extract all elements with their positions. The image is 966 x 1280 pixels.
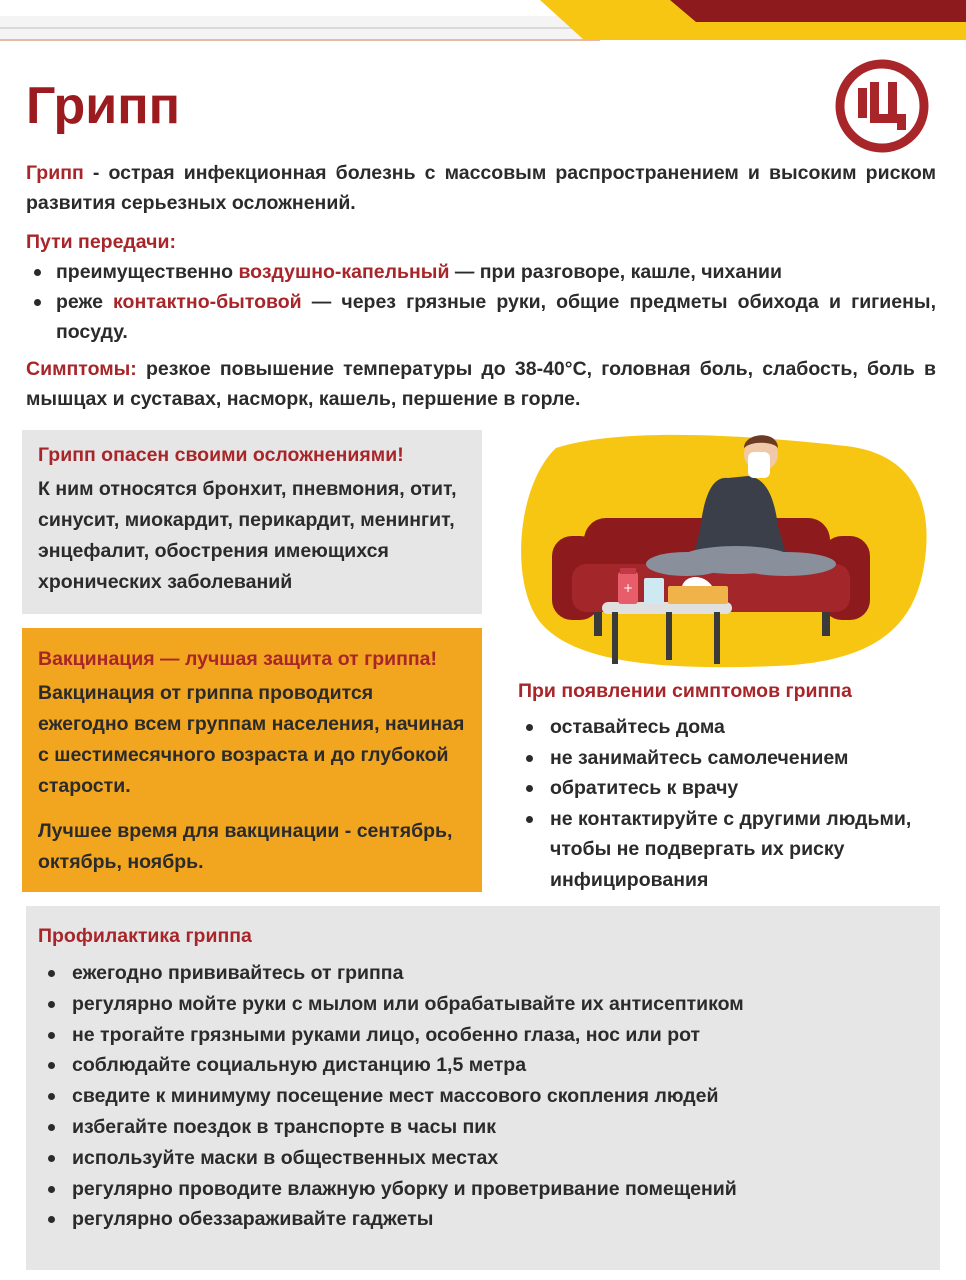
vaccination-text: Вакцинация от гриппа проводится ежегодно всем группам населения, начиная с шестимесячного возраста и до глубокой старости. [38, 682, 465, 797]
list-item [26, 257, 936, 287]
complications-box [22, 430, 482, 614]
header-decor-stripe [0, 0, 966, 48]
item-highlight: воздушно-капельный [238, 261, 450, 283]
list-item: оставайтесь дома [518, 712, 948, 743]
item-prefix: реже [56, 291, 114, 313]
page-bottom-edge [0, 1272, 966, 1280]
list-item: избегайте поездок в транспорте в часы пик [38, 1112, 928, 1143]
list-item: регулярно обеззараживайте гаджеты [38, 1204, 928, 1235]
on-symptoms-heading: При появлении симптомов гриппа [518, 680, 852, 702]
organization-emblem-icon [834, 58, 930, 154]
item-suffix: — через грязные руки, общие предметы обихода и гигиены, посуду. [56, 291, 936, 343]
transmission-heading: Пути передачи: [26, 231, 176, 253]
vaccination-heading: Вакцинация — лучшая защита от гриппа! [38, 648, 438, 670]
svg-text:+: + [622, 581, 634, 595]
on-symptoms-section [518, 676, 948, 895]
prevention-heading: Профилактика гриппа [38, 925, 252, 947]
list-item: не трогайте грязными руками лицо, особенно глаза, нос или рот [38, 1020, 928, 1051]
complications-text: К ним относятся бронхит, пневмония, отит, синусит, миокардит, перикардит, менингит, энцефалит, обострения имеющихся хронических заболеваний [38, 478, 457, 593]
intro-term: Грипп [26, 162, 84, 184]
vaccination-box [22, 628, 482, 892]
intro-text: - острая инфекционная болезнь с массовым распространением и высоким риском развития серьезных осложнений. [26, 162, 936, 214]
list-item: соблюдайте социальную дистанцию 1,5 метра [38, 1050, 928, 1081]
list-item: не занимайтесь самолечением [518, 743, 948, 774]
page-title: Грипп [26, 77, 181, 135]
list-item: обратитесь к врачу [518, 773, 948, 804]
sick-person-on-sofa-illustration [516, 426, 936, 670]
list-item: не контактируйте с другими людьми, чтобы не подвергать их риску инфицирования [518, 804, 948, 896]
list-item: регулярно проводите влажную уборку и проветривание помещений [38, 1174, 928, 1205]
prevention-box [26, 906, 940, 1270]
list-item [26, 287, 936, 347]
list-item: регулярно мойте руки с мылом или обрабатывайте их антисептиком [38, 989, 928, 1020]
symptoms-text: резкое повышение температуры до 38-40°С, головная боль, слабость, боль в мышцах и суставах, насморк, кашель, першение в горле. [26, 358, 936, 410]
symptoms-paragraph [26, 354, 936, 414]
symptoms-label: Симптомы: [26, 358, 137, 380]
item-suffix: — при разговоре, кашле, чихании [449, 261, 782, 283]
item-prefix: преимущественно [56, 261, 239, 283]
prevention-list [38, 958, 928, 1235]
list-item: ежегодно прививайтесь от гриппа [38, 958, 928, 989]
on-symptoms-list [518, 712, 948, 895]
vaccination-best-time: Лучшее время для вакцинации - сентябрь, октябрь, ноябрь. [38, 820, 453, 873]
transmission-section [26, 227, 936, 347]
transmission-list [26, 257, 936, 347]
intro-paragraph [26, 158, 936, 218]
complications-heading: Грипп опасен своими осложнениями! [38, 444, 404, 466]
list-item: используйте маски в общественных местах [38, 1143, 928, 1174]
list-item: сведите к минимуму посещение мест массового скопления людей [38, 1081, 928, 1112]
item-highlight: контактно-бытовой [113, 291, 302, 313]
